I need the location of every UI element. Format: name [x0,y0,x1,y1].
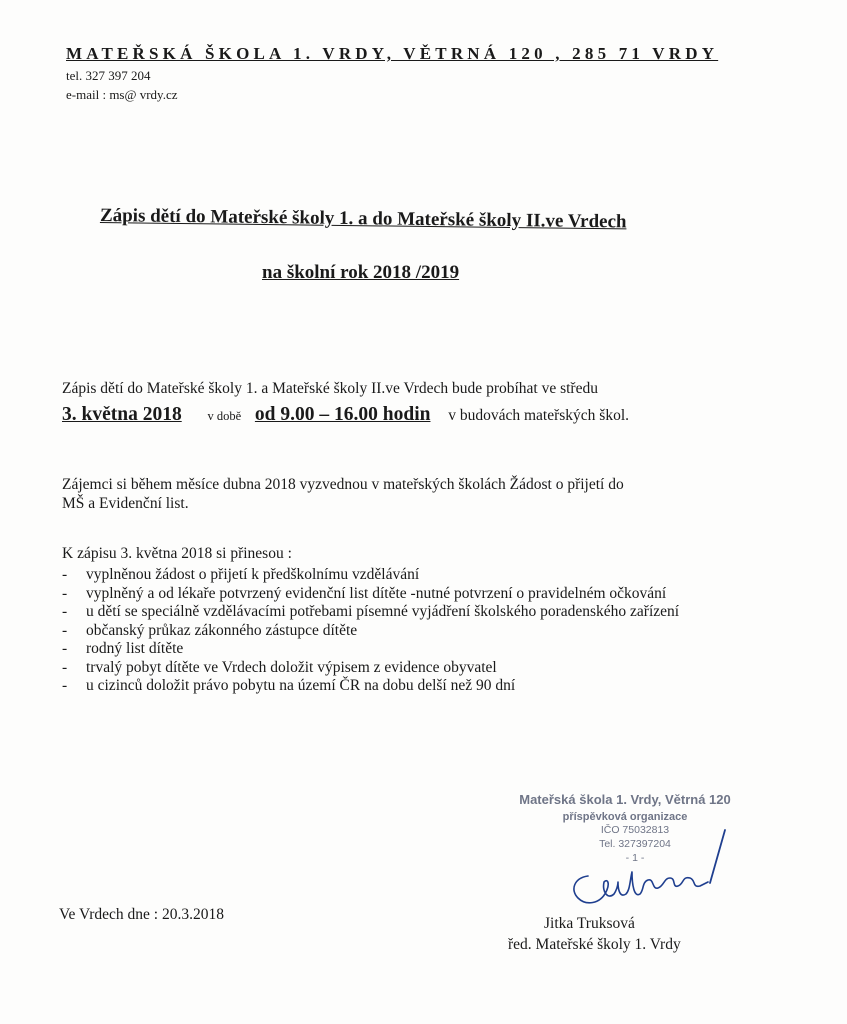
email-line: e-mail : ms@ vrdy.cz [66,87,178,102]
list-item: - rodný list dítěte [62,640,184,657]
bring-intro: K zápisu 3. května 2018 si přinesou : [62,545,292,562]
letterhead: MATEŘSKÁ ŠKOLA 1. VRDY, VĚTRNÁ 120 , 285 71 VRDY [66,44,719,63]
enrollment-hours: od 9.00 – 16.00 hodin [254,404,431,425]
stamp-type: příspěvková organizace [562,811,688,823]
intro-details [62,404,629,426]
handwritten-signature [560,828,740,923]
stamp-tel: Tel. 327397204 [599,838,671,850]
required-documents-list [62,566,679,696]
list-item: - vyplněnou žádost o přijetí k předškolnímu vzdělávání [62,566,420,583]
stamp-name: Mateřská škola 1. Vrdy, Větrná 120 [519,792,731,807]
list-item: - občanský průkaz zákonného zástupce dítěte [62,621,358,639]
signer-role: řed. Mateřské školy 1. Vrdy [508,936,681,953]
date-line: Ve Vrdech dne : 20.3.2018 [59,906,224,923]
stamp-number: - 1 - [625,852,645,864]
stamp-ico: IČO 75032813 [600,824,670,836]
notice-line-1: Zájemci si během měsíce dubna 2018 vyzvednou v mateřských školách Žádost o přijetí do [62,476,624,493]
document-subtitle: na školní rok 2018 /2019 [262,262,460,283]
list-item: - trvalý pobyt dítěte ve Vrdech doložit výpisem z evidence obyvatel [62,658,497,676]
list-item: - u cizinců doložit právo pobytu na území ČR na dobu delší než 90 dní [62,677,516,694]
signer-name: Jitka Truksová [544,915,635,932]
list-item: - u dětí se speciálně vzdělávacími potřebami písemné vyjádření školského poradenského zařízení [62,603,680,620]
enrollment-date: 3. května 2018 [62,404,182,425]
notice-line-2: MŠ a Evidenční list. [62,495,189,512]
intro-sentence: Zápis dětí do Mateřské školy 1. a Mateřské školy II.ve Vrdech bude probíhat ve středu [62,380,598,397]
phone-line: tel. 327 397 204 [66,68,151,83]
document-title: Zápis dětí do Mateřské školy 1. a do Mateřské školy II.ve Vrdech [99,205,627,233]
time-prefix: v době [207,409,242,423]
list-item: - vyplněný a od lékaře potvrzený evidenční list dítěte -nutné potvrzení o pravidelném očkování [62,584,667,602]
enrollment-place: v budovách mateřských škol. [448,407,630,424]
